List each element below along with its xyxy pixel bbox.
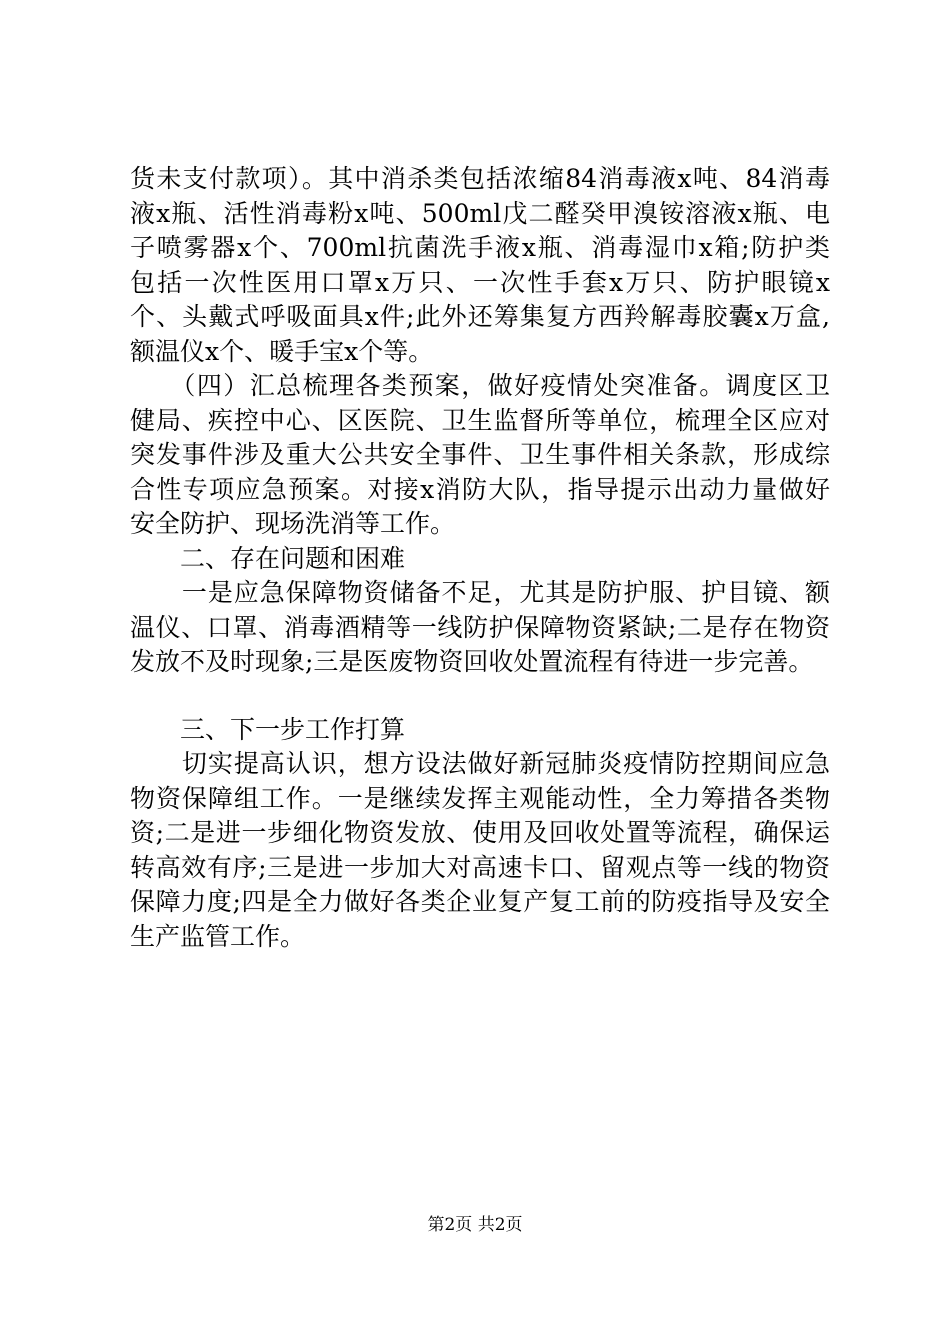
text-line: 液x瓶、活性消毒粉x吨、500ml戊二醛癸甲溴铵溶液x瓶、电 (130, 198, 830, 228)
document-body (130, 162, 830, 954)
text-line: 合性专项应急预案。对接x消防大队，指导提示出动力量做好 (130, 474, 830, 504)
text-line: 发放不及时现象;三是医废物资回收处置流程有待进一步完善。 (130, 647, 814, 676)
text-line: 转高效有序;三是进一步加大对高速卡口、留观点等一线的物资 (130, 852, 830, 882)
section-heading-next-steps (130, 713, 830, 748)
text-line: 货未支付款项）。其中消杀类包括浓缩84消毒液x吨、84消毒 (130, 164, 830, 193)
text-line: 物资保障组工作。一是继续发挥主观能动性，全力筹措各类物 (130, 783, 830, 813)
section-heading-problems (130, 542, 830, 577)
text-line: 一是应急保障物资储备不足，尤其是防护服、护目镜、额 (130, 578, 830, 607)
text-line: 生产监管工作。 (130, 921, 306, 951)
text-line: 安全防护、现场洗消等工作。 (130, 509, 456, 538)
paragraph-gap (130, 680, 830, 713)
text-line: 健局、疾控中心、区医院、卫生监督所等单位，梳理全区应对 (130, 405, 830, 435)
text-line: 温仪、口罩、消毒酒精等一线防护保障物资紧缺;二是存在物资 (130, 612, 830, 642)
page-number-footer: 第2页 共2页 (427, 1215, 523, 1235)
text-line: 资;二是进一步细化物资发放、使用及回收处置等流程，确保运 (130, 818, 830, 847)
paragraph-emergency-plans (130, 369, 830, 542)
text-line: 切实提高认识，想方设法做好新冠肺炎疫情防控期间应急 (130, 749, 830, 778)
section-heading: 二、存在问题和困难 (130, 543, 406, 573)
text-line: （四）汇总梳理各类预案，做好疫情处突准备。调度区卫 (130, 371, 830, 400)
text-line: 个、头戴式呼吸面具x件;此外还筹集复方西羚解毒胶囊x万盒, (130, 302, 830, 331)
paragraph-problems (130, 576, 830, 680)
text-line: 子喷雾器x个、700ml抗菌洗手液x瓶、消毒湿巾x箱;防护类 (130, 233, 830, 262)
paragraph-consumables-list (130, 162, 830, 369)
text-line: 保障力度;四是全力做好各类企业复产复工前的防疫指导及安全 (130, 887, 830, 916)
text-line: 包括一次性医用口罩x万只、一次性手套x万只、防护眼镜x (130, 267, 830, 297)
text-line: 额温仪x个、暖手宝x个等。 (130, 336, 434, 366)
section-heading: 三、下一步工作打算 (130, 714, 406, 744)
paragraph-next-steps (130, 747, 830, 954)
text-line: 突发事件涉及重大公共安全事件、卫生事件相关条款，形成综 (130, 440, 830, 469)
